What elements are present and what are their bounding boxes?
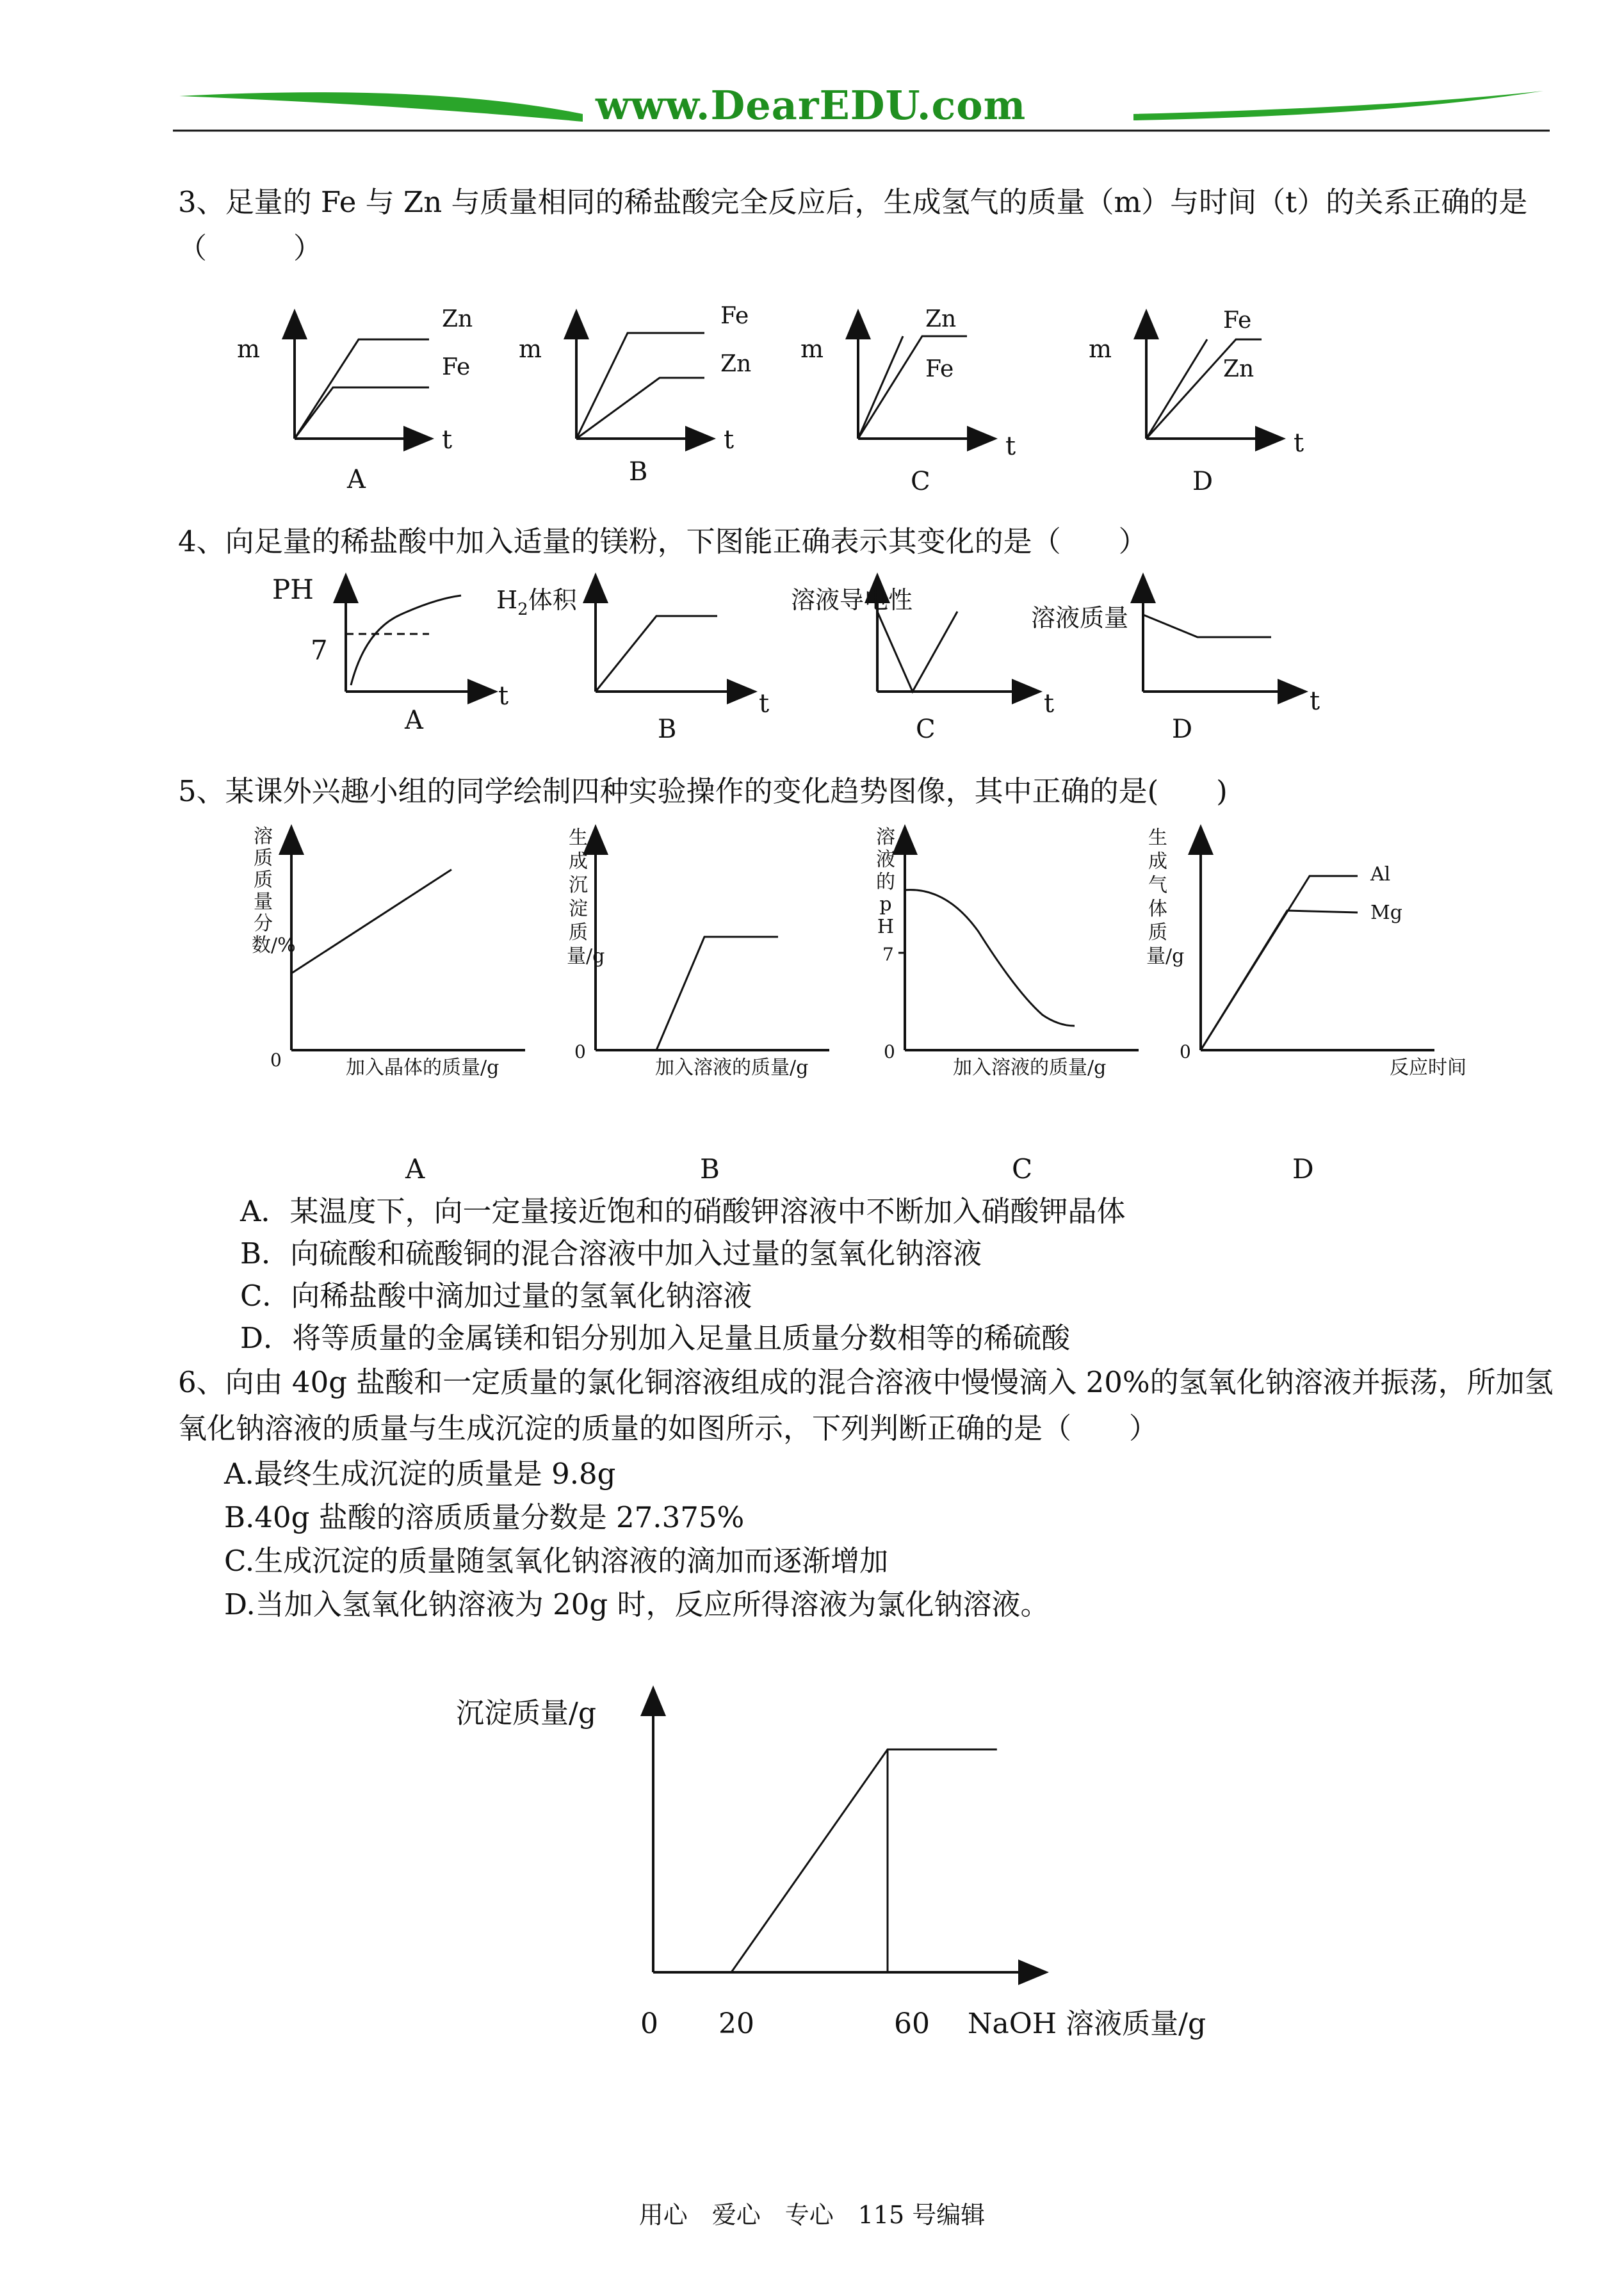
q3-graphs — [231, 301, 1396, 512]
q3a-lower: Fe — [442, 354, 471, 380]
q6-series-line — [653, 1749, 997, 1972]
q5c-tick7: 7 — [882, 944, 894, 965]
q6-ylabel: 沉淀质量/g — [456, 1697, 596, 1730]
q3d-lower: Zn — [1223, 356, 1255, 382]
q5-graphs — [256, 820, 1473, 1089]
footer-text: 用心 爱心 专心 115 号编辑 — [638, 2201, 986, 2229]
q3c-ylabel: m — [800, 335, 824, 363]
q5-option-b: B．向硫酸和硫酸铜的混合溶液中加入过量的氢氧化钠溶液 — [240, 1237, 982, 1270]
q4a-tick7: 7 — [311, 635, 328, 666]
q6-option-d: D.当加入氢氧化钠溶液为 20g 时，反应所得溶液为氯化钠溶液。 — [224, 1587, 1050, 1621]
q5-option-d: D．将等质量的金属镁和铝分别加入足量且质量分数相等的稀硫酸 — [240, 1321, 1071, 1355]
q4a-ylabel: PH — [272, 574, 314, 605]
q4-graph-c — [791, 578, 1054, 744]
q5d-ylabel: 生成气体质量/g — [1146, 827, 1185, 968]
q5c-ylabel: 溶液的pH — [876, 826, 895, 938]
q3d-letter: D — [1192, 467, 1214, 496]
q3b-ylabel: m — [519, 335, 542, 363]
q6-option-a: A.最终生成沉淀的质量是 9.8g — [224, 1457, 616, 1491]
q4a-xlabel: t — [498, 681, 509, 711]
q4c-ylabel: 溶液导电性 — [791, 586, 913, 614]
q6-chart — [442, 1678, 1274, 2049]
q4b-ylabel-sub: 2 — [517, 600, 528, 619]
q4d-xlabel: t — [1310, 686, 1320, 716]
q3d-ylabel: m — [1089, 335, 1112, 363]
q3c-letter: C — [911, 467, 930, 496]
q3b-lower: Zn — [720, 351, 752, 377]
q5c-letter: C — [1012, 1153, 1033, 1185]
q5-option-c: C．向稀盐酸中滴加过量的氢氧化钠溶液 — [240, 1279, 752, 1313]
q3c-lower: Fe — [925, 356, 954, 382]
q5b-xlabel: 加入溶液的质量/g — [655, 1057, 809, 1079]
q3c-upper: Zn — [925, 306, 957, 332]
q4b-ylabel-h: H — [496, 586, 518, 614]
q5d-xlabel: 反应时间 — [1390, 1057, 1466, 1079]
q3a-xlabel: t — [442, 425, 453, 455]
q5b-ylabel: 生成沉淀质量/g — [567, 827, 605, 968]
q5c-xlabel: 加入溶液的质量/g — [953, 1057, 1107, 1079]
q3b-upper: Fe — [720, 303, 749, 329]
question-6-text: 6、向由 40g 盐酸和一定质量的氯化铜溶液组成的混合溶液中慢慢滴入 20%的氢氧化钠溶液并振荡，所加氢氧化钠溶液的质量与生成沉淀的质量的如图所示，下列判断正确的是（ ） — [178, 1365, 1554, 1445]
q3a-upper: Zn — [442, 306, 473, 332]
question-5-text: 5、某课外兴趣小组的同学绘制四种实验操作的变化趋势图像，其中正确的是( ) — [178, 774, 1228, 808]
q6-tick-60: 60 — [894, 2007, 930, 2040]
question-3-text: 3、足量的 Fe 与 Zn 与质量相同的稀盐酸完全反应后，生成氢气的质量（m）与时间（t）的关系正确的是（ ） — [178, 185, 1528, 265]
q3a-letter: A — [347, 465, 366, 494]
q4b-xlabel: t — [759, 689, 770, 718]
q3c-xlabel: t — [1005, 432, 1016, 461]
q3-graph-a — [237, 306, 473, 494]
q4b-ylabel — [496, 586, 578, 619]
q5a-ylabel: 溶质质量分数/% — [252, 825, 296, 957]
q5b-origin: 0 — [574, 1041, 586, 1062]
q5a-origin: 0 — [270, 1050, 282, 1071]
q6-tick-20: 20 — [719, 2007, 754, 2040]
q5a-letter: A — [405, 1153, 425, 1185]
q4-graph-b — [496, 578, 769, 744]
q5-graph-a — [270, 829, 525, 1079]
q5d-series-mg: Mg — [1370, 902, 1402, 924]
q5d-series-al: Al — [1370, 863, 1391, 886]
q4c-xlabel: t — [1044, 689, 1055, 718]
q6-tick-0: 0 — [640, 2007, 658, 2040]
site-name: www.DearEDU.com — [596, 82, 1027, 129]
q5-graph-b — [574, 829, 829, 1079]
q3d-xlabel: t — [1294, 428, 1304, 458]
q5-option-a: A．某温度下，向一定量接近饱和的硝酸钾溶液中不断加入硝酸钾晶体 — [240, 1194, 1126, 1228]
q3d-upper: Fe — [1223, 307, 1252, 334]
q4-graph-a — [272, 574, 508, 735]
q3-graph-b — [519, 303, 751, 487]
q5-graph-c — [882, 829, 1139, 1079]
q4b-ylabel-rest: 体积 — [528, 586, 577, 614]
q4a-letter: A — [405, 706, 423, 735]
q5d-letter: D — [1292, 1153, 1314, 1185]
q3b-letter: B — [629, 457, 648, 487]
q5b-letter: B — [700, 1153, 720, 1185]
q3-graph-d — [1089, 307, 1304, 496]
q5-graph-d — [1180, 829, 1466, 1079]
q6-option-b: B.40g 盐酸的溶质质量分数是 27.375% — [224, 1500, 745, 1534]
q4c-letter: C — [916, 715, 936, 744]
q4-graphs — [256, 570, 1409, 756]
question-4-text: 4、向足量的稀盐酸中加入适量的镁粉，下图能正确表示其变化的是（ ） — [178, 524, 1148, 558]
q5a-xlabel: 加入晶体的质量/g — [346, 1057, 499, 1079]
q3b-xlabel: t — [724, 425, 735, 455]
q4b-letter: B — [658, 715, 677, 744]
q6-option-c: C.生成沉淀的质量随氢氧化钠溶液的滴加而逐渐增加 — [224, 1544, 889, 1578]
q4-graph-d — [1031, 578, 1320, 744]
q4d-letter: D — [1172, 715, 1193, 744]
q4d-ylabel: 溶液质量 — [1031, 604, 1129, 632]
q5d-origin: 0 — [1180, 1041, 1191, 1062]
q6-xlabel: NaOH 溶液质量/g — [968, 2007, 1206, 2040]
q3a-ylabel: m — [237, 335, 261, 363]
q3-graph-c — [800, 306, 1016, 496]
q5c-origin: 0 — [884, 1041, 895, 1062]
